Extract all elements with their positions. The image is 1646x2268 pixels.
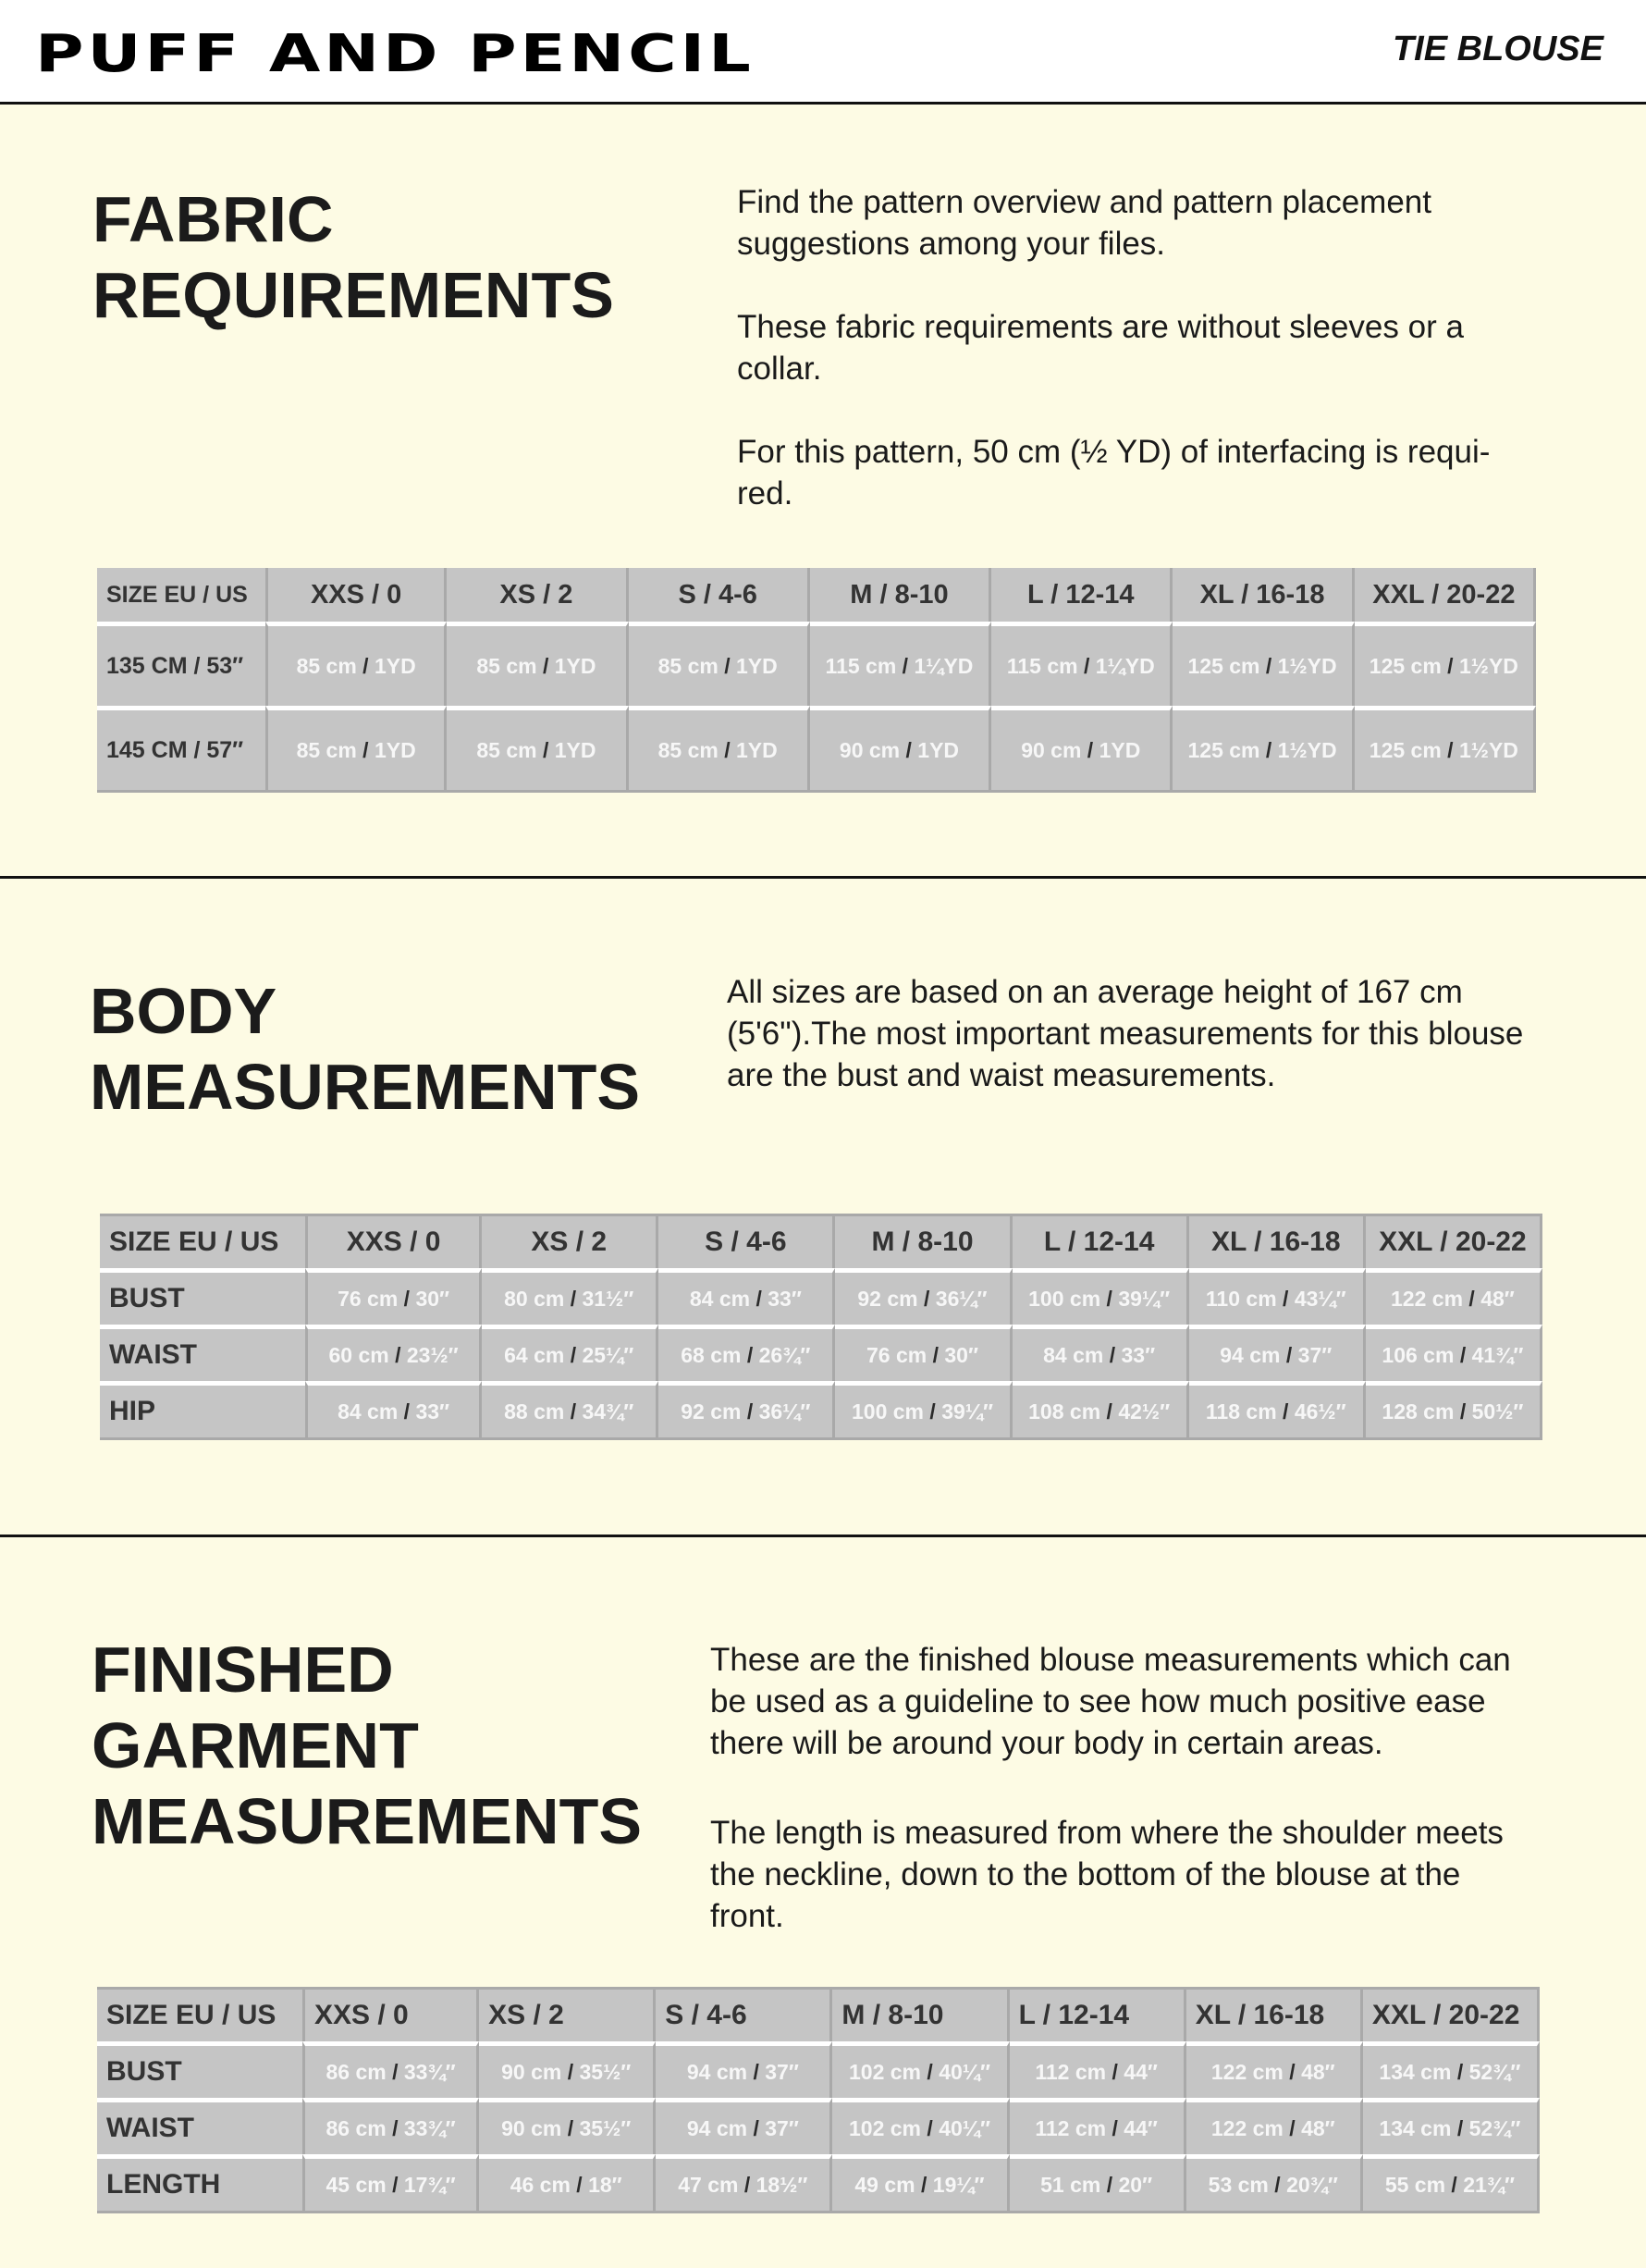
table-cell: 100 cm / 39¼″ <box>1013 1268 1189 1325</box>
pattern-name: TIE BLOUSE <box>1392 30 1603 68</box>
table-row <box>97 706 1536 793</box>
table-cell: 60 cm / 23½″ <box>305 1325 482 1381</box>
paragraph: These fabric requirements are without sleeves or a collar. <box>737 309 1464 387</box>
size-header: L / 12-14 <box>1010 1987 1186 2041</box>
table-cell: 64 cm / 25¼″ <box>482 1325 658 1381</box>
table-row <box>97 622 1536 706</box>
size-header: XL / 16-18 <box>1173 568 1354 622</box>
table-cell: 90 cm / 35½″ <box>479 2098 656 2154</box>
title-line: MEASUREMENTS <box>90 1051 641 1123</box>
section-divider <box>0 1535 1646 1537</box>
row-label: BUST <box>97 2041 302 2098</box>
row-label: WAIST <box>97 2098 302 2154</box>
paragraph: All sizes are based on an average height of 167 cm (5'6").The most important measurements for this blouse are the bust and waist measurements. <box>727 974 1524 1093</box>
table-cell: 94 cm / 37″ <box>1189 1325 1366 1381</box>
table-cell: 125 cm / 1½YD <box>1355 622 1536 706</box>
table-cell: 125 cm / 1½YD <box>1355 706 1536 793</box>
table-cell: 85 cm / 1YD <box>447 706 628 793</box>
row-label: 135 CM / 53″ <box>97 622 265 706</box>
table-row <box>100 1268 1542 1325</box>
table-cell: 85 cm / 1YD <box>447 622 628 706</box>
brand-logo: PUFF AND PENCIL <box>35 24 755 84</box>
fabric-requirements-table <box>97 568 1536 793</box>
table-cell: 47 cm / 18½″ <box>656 2154 832 2213</box>
table-cell: 76 cm / 30″ <box>835 1325 1012 1381</box>
size-header: XS / 2 <box>482 1214 658 1268</box>
table-cell: 88 cm / 34¾″ <box>482 1381 658 1440</box>
table-cell: 100 cm / 39¼″ <box>835 1381 1012 1440</box>
table-header-row <box>97 1987 1540 2041</box>
page-header <box>0 0 1646 105</box>
corner-label: SIZE EU / US <box>97 1987 302 2041</box>
table-cell: 110 cm / 43¼″ <box>1189 1268 1366 1325</box>
table-cell: 128 cm / 50½″ <box>1366 1381 1542 1440</box>
corner-label: SIZE EU / US <box>97 568 265 622</box>
size-header: L / 12-14 <box>991 568 1173 622</box>
title-line: REQUIREMENTS <box>92 259 614 331</box>
row-label: HIP <box>100 1381 305 1440</box>
size-header: M / 8-10 <box>832 1987 1009 2041</box>
table-cell: 94 cm / 37″ <box>656 2041 832 2098</box>
table-row <box>97 2154 1540 2213</box>
paragraph: The length is measured from where the shoulder meets the neckline, down to the bottom of the blouse at the front. <box>710 1815 1504 1934</box>
table-cell: 134 cm / 52¾″ <box>1363 2041 1540 2098</box>
table-cell: 92 cm / 36¼″ <box>835 1268 1012 1325</box>
size-header: S / 4-6 <box>629 568 810 622</box>
table-cell: 85 cm / 1YD <box>265 706 447 793</box>
paragraph: Find the pattern overview and pattern placement suggestions among your files. <box>737 184 1431 262</box>
table-cell: 122 cm / 48″ <box>1366 1268 1542 1325</box>
body-description <box>727 971 1559 1096</box>
table-cell: 86 cm / 33¾″ <box>302 2041 479 2098</box>
table-cell: 122 cm / 48″ <box>1186 2041 1363 2098</box>
table-cell: 76 cm / 30″ <box>305 1268 482 1325</box>
finished-garment-table <box>97 1987 1540 2213</box>
size-header: L / 12-14 <box>1013 1214 1189 1268</box>
table-header-row <box>97 568 1536 622</box>
table-cell: 125 cm / 1½YD <box>1173 706 1354 793</box>
table-cell: 84 cm / 33″ <box>1013 1325 1189 1381</box>
row-label: WAIST <box>100 1325 305 1381</box>
size-header: XXL / 20-22 <box>1355 568 1536 622</box>
fabric-section-title <box>92 181 614 333</box>
size-header: XXS / 0 <box>265 568 447 622</box>
paragraph: These are the finished blouse measurements which can be used as a guideline to see how much positive ease there will be around your body in certain areas. <box>710 1642 1511 1761</box>
table-cell: 90 cm / 1YD <box>810 706 991 793</box>
table-cell: 94 cm / 37″ <box>656 2098 832 2154</box>
table-cell: 102 cm / 40¼″ <box>832 2041 1009 2098</box>
table-cell: 112 cm / 44″ <box>1010 2041 1186 2098</box>
table-cell: 122 cm / 48″ <box>1186 2098 1363 2154</box>
table-cell: 53 cm / 20¾″ <box>1186 2154 1363 2213</box>
table-cell: 51 cm / 20″ <box>1010 2154 1186 2213</box>
body-section-title <box>90 973 640 1125</box>
table-cell: 102 cm / 40¼″ <box>832 2098 1009 2154</box>
finished-description <box>710 1639 1515 1937</box>
table-cell: 55 cm / 21¾″ <box>1363 2154 1540 2213</box>
size-header: XS / 2 <box>447 568 628 622</box>
table-cell: 115 cm / 1¼YD <box>991 622 1173 706</box>
table-cell: 108 cm / 42½″ <box>1013 1381 1189 1440</box>
row-label: 145 CM / 57″ <box>97 706 265 793</box>
table-cell: 46 cm / 18″ <box>479 2154 656 2213</box>
finished-section-title <box>92 1632 642 1859</box>
size-header: XS / 2 <box>479 1987 656 2041</box>
table-cell: 84 cm / 33″ <box>658 1268 835 1325</box>
size-header: XXL / 20-22 <box>1366 1214 1542 1268</box>
table-cell: 90 cm / 35½″ <box>479 2041 656 2098</box>
size-header: XL / 16-18 <box>1189 1214 1366 1268</box>
table-cell: 45 cm / 17¾″ <box>302 2154 479 2213</box>
row-label: BUST <box>100 1268 305 1325</box>
table-header-row <box>100 1214 1542 1268</box>
table-cell: 125 cm / 1½YD <box>1173 622 1354 706</box>
section-divider <box>0 876 1646 879</box>
table-cell: 68 cm / 26¾″ <box>658 1325 835 1381</box>
title-line: BODY <box>90 975 277 1047</box>
table-row <box>100 1325 1542 1381</box>
corner-label: SIZE EU / US <box>100 1214 305 1268</box>
table-cell: 112 cm / 44″ <box>1010 2098 1186 2154</box>
title-line: FINISHED <box>92 1633 394 1706</box>
title-line: GARMENT <box>92 1709 419 1781</box>
table-cell: 84 cm / 33″ <box>305 1381 482 1440</box>
size-header: S / 4-6 <box>658 1214 835 1268</box>
title-line: MEASUREMENTS <box>92 1785 643 1857</box>
table-cell: 85 cm / 1YD <box>629 622 810 706</box>
table-row <box>97 2098 1540 2154</box>
size-header: XXS / 0 <box>305 1214 482 1268</box>
table-cell: 90 cm / 1YD <box>991 706 1173 793</box>
table-cell: 80 cm / 31½″ <box>482 1268 658 1325</box>
table-row <box>100 1381 1542 1440</box>
table-cell: 115 cm / 1¼YD <box>810 622 991 706</box>
table-cell: 86 cm / 33¾″ <box>302 2098 479 2154</box>
table-cell: 92 cm / 36¼″ <box>658 1381 835 1440</box>
table-cell: 118 cm / 46½″ <box>1189 1381 1366 1440</box>
table-cell: 85 cm / 1YD <box>629 706 810 793</box>
size-header: M / 8-10 <box>810 568 991 622</box>
fabric-description <box>737 181 1514 514</box>
paragraph: For this pattern, 50 cm (½ YD) of interfacing is requi-red. <box>737 434 1491 512</box>
table-cell: 106 cm / 41¾″ <box>1366 1325 1542 1381</box>
table-cell: 49 cm / 19¼″ <box>832 2154 1009 2213</box>
size-header: XL / 16-18 <box>1186 1987 1363 2041</box>
size-header: XXL / 20-22 <box>1363 1987 1540 2041</box>
row-label: LENGTH <box>97 2154 302 2213</box>
size-header: XXS / 0 <box>302 1987 479 2041</box>
table-cell: 134 cm / 52¾″ <box>1363 2098 1540 2154</box>
body-measurements-table <box>100 1214 1542 1440</box>
size-header: S / 4-6 <box>656 1987 832 2041</box>
table-row <box>97 2041 1540 2098</box>
table-cell: 85 cm / 1YD <box>265 622 447 706</box>
title-line: FABRIC <box>92 183 334 255</box>
size-header: M / 8-10 <box>835 1214 1012 1268</box>
